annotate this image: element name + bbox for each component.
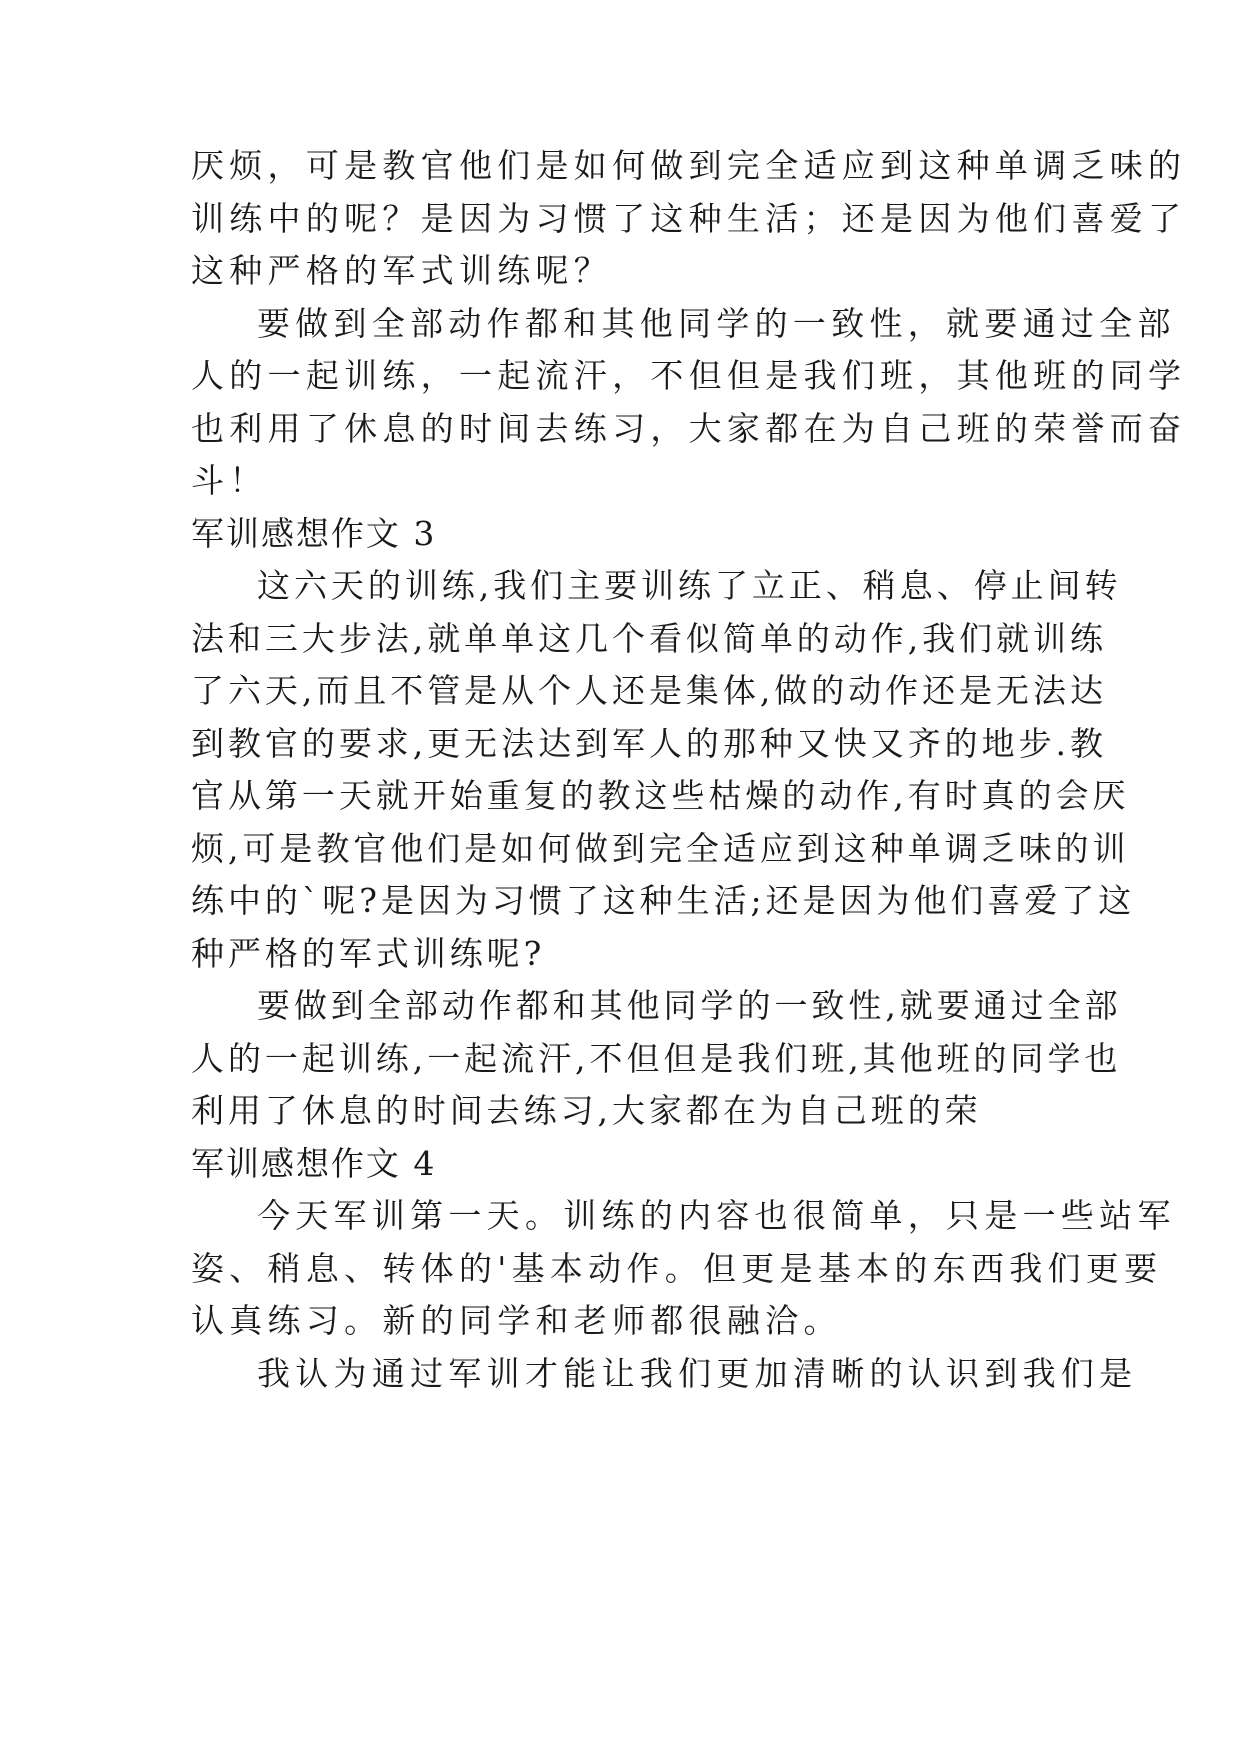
section-heading: 军训感想作文 4 bbox=[191, 1144, 437, 1183]
paragraph-line: 姿、稍息、转体的'基本动作。但更是基本的东西我们更要 bbox=[191, 1249, 1163, 1288]
paragraph-line: 练中的`呢?是因为习惯了这种生活;还是因为他们喜爱了这 bbox=[191, 881, 1136, 920]
paragraph-line: 厌烦，可是教官他们是如何做到完全适应到这种单调乏味的 bbox=[191, 146, 1187, 185]
paragraph-line: 今天军训第一天。训练的内容也很简单，只是一些站军 bbox=[257, 1196, 1176, 1235]
section-heading: 军训感想作文 3 bbox=[191, 514, 437, 553]
paragraph-line: 要做到全部动作都和其他同学的一致性，就要通过全部 bbox=[257, 304, 1176, 343]
paragraph-line: 也利用了休息的时间去练习，大家都在为自己班的荣誉而奋 bbox=[191, 409, 1187, 448]
paragraph-line: 官从第一天就开始重复的教这些枯燥的动作,有时真的会厌 bbox=[191, 776, 1130, 815]
paragraph-line: 利用了休息的时间去练习,大家都在为自己班的荣 bbox=[191, 1091, 982, 1130]
paragraph-line: 种严格的军式训练呢? bbox=[191, 934, 546, 973]
paragraph-line: 斗！ bbox=[191, 461, 268, 500]
paragraph-line: 这种严格的军式训练呢？ bbox=[191, 251, 613, 290]
paragraph-line: 人的一起训练，一起流汗，不但但是我们班，其他班的同学 bbox=[191, 356, 1187, 395]
paragraph-line: 这六天的训练,我们主要训练了立正、稍息、停止间转 bbox=[257, 566, 1122, 605]
paragraph-line: 烦,可是教官他们是如何做到完全适应到这种单调乏味的训 bbox=[191, 829, 1130, 868]
paragraph-line: 人的一起训练,一起流汗,不但但是我们班,其他班的同学也 bbox=[191, 1039, 1122, 1078]
paragraph-line: 了六天,而且不管是从个人还是集体,做的动作还是无法达 bbox=[191, 671, 1107, 710]
paragraph-line: 认真练习。新的同学和老师都很融洽。 bbox=[191, 1301, 842, 1340]
paragraph-line: 法和三大步法,就单单这几个看似简单的动作,我们就训练 bbox=[191, 619, 1107, 658]
paragraph-line: 我认为通过军训才能让我们更加清晰的认识到我们是 bbox=[257, 1354, 1138, 1393]
paragraph-line: 训练中的呢？是因为习惯了这种生活；还是因为他们喜爱了 bbox=[191, 199, 1187, 238]
paragraph-line: 要做到全部动作都和其他同学的一致性,就要通过全部 bbox=[257, 986, 1122, 1025]
paragraph-line: 到教官的要求,更无法达到军人的那种又快又齐的地步.教 bbox=[191, 724, 1107, 763]
